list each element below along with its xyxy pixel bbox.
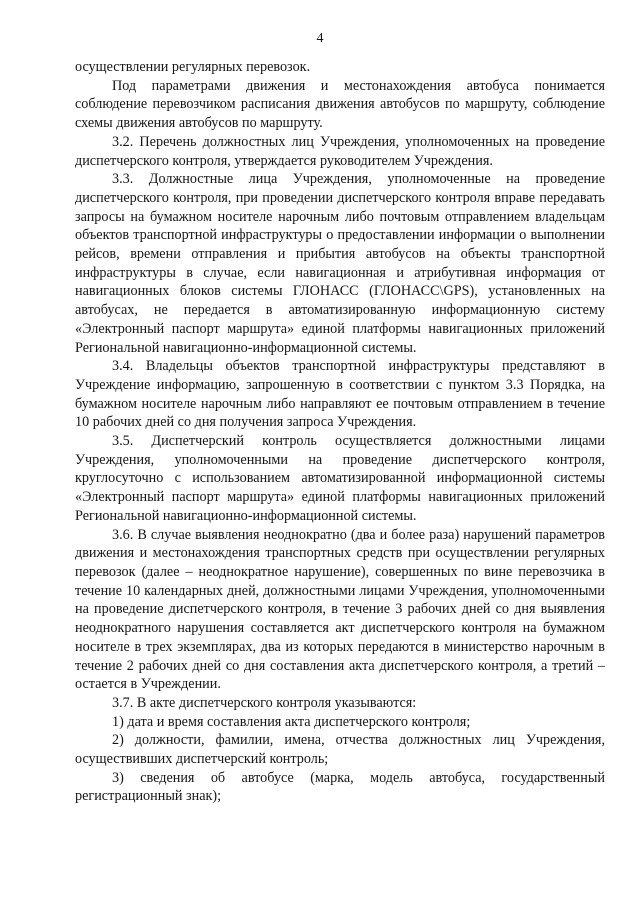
- document-body: [75, 58, 605, 806]
- paragraph-3-2: 3.2. Перечень должностных лиц Учреждения, уполномоченных на проведение диспетчерского контроля, утверждается руководителем Учреждения.: [75, 133, 605, 169]
- paragraph-3-7: 3.7. В акте диспетчерского контроля указываются:: [112, 694, 417, 711]
- paragraph-3-3: 3.3. Должностные лица Учреждения, уполномоченные на проведение диспетчерского контроля, при проведении диспетчерского контроля вправе передавать запросы на бумажном носителе нарочным либо почтовым отправлением владельцам объектов транспортной инфраструктуры о предоставлении информации о выполнении рейсов, времени отправления и прибытия автобусов на объекты транспортной инфраструктуры в случае, если навигационная и атрибутивная информация от навигационных блоков системы ГЛОНАСС (ГЛОНАСС\GPS), установленных на автобусах, не передается в автоматизированную информационную систему «Электронный паспорт маршрута» единой платформы навигационных приложений Региональной навигационно-информационной системы.: [75, 171, 605, 356]
- paragraph-3-4: 3.4. Владельцы объектов транспортной инфраструктуры представляют в Учреждение информацию, запрошенную в соответствии с пунктом 3.3 Порядка, на бумажном носителе нарочным либо направляют ее почтовым отправлением в течение 10 рабочих дней со дня получения запроса Учреждения.: [75, 358, 605, 431]
- paragraph-3-6: 3.6. В случае выявления неоднократно (два и более раза) нарушений параметров движения и местонахождения транспортных средств при осуществлении регулярных перевозок (далее – неоднократное нарушение), совершенных по вине перевозчика в течение 10 календарных дней, должностными лицами Учреждения, уполномоченными на проведение диспетчерского контроля, в течение 3 рабочих дней со дня выявления неоднократного нарушения составляется акт диспетчерского контроля на бумажном носителе в трех экземплярах, два из которых передаются в министерство нарочным в течение 2 рабочих дней со дня составления акта диспетчерского контроля, а третий – остается в Учреждении.: [75, 526, 605, 693]
- list-item-3: 3) сведения об автобусе (марка, модель автобуса, государственный регистрационный знак);: [75, 769, 605, 805]
- paragraph-3-5: 3.5. Диспетчерский контроль осуществляется должностными лицами Учреждения, уполномоченными на проведение диспетчерского контроля, круглосуточно с использованием автоматизированной информационной системы «Электронный паспорт маршрута» единой платформы навигационных приложений Региональной навигационно-информационной системы.: [75, 433, 605, 524]
- page-number: 4: [316, 31, 324, 46]
- paragraph-continuation: осуществлении регулярных перевозок.: [75, 59, 311, 75]
- list-item-2: 2) должности, фамилии, имена, отчества должностных лиц Учреждения, осуществивших диспетчерский контроль;: [75, 732, 605, 768]
- paragraph-parameters-definition: Под параметрами движения и местонахождения автобуса понимается соблюдение перевозчиком расписания движения автобусов по маршруту, соблюдение схемы движения автобусов по маршруту.: [75, 77, 605, 132]
- list-item-1: 1) дата и время составления акта диспетчерского контроля;: [112, 713, 471, 730]
